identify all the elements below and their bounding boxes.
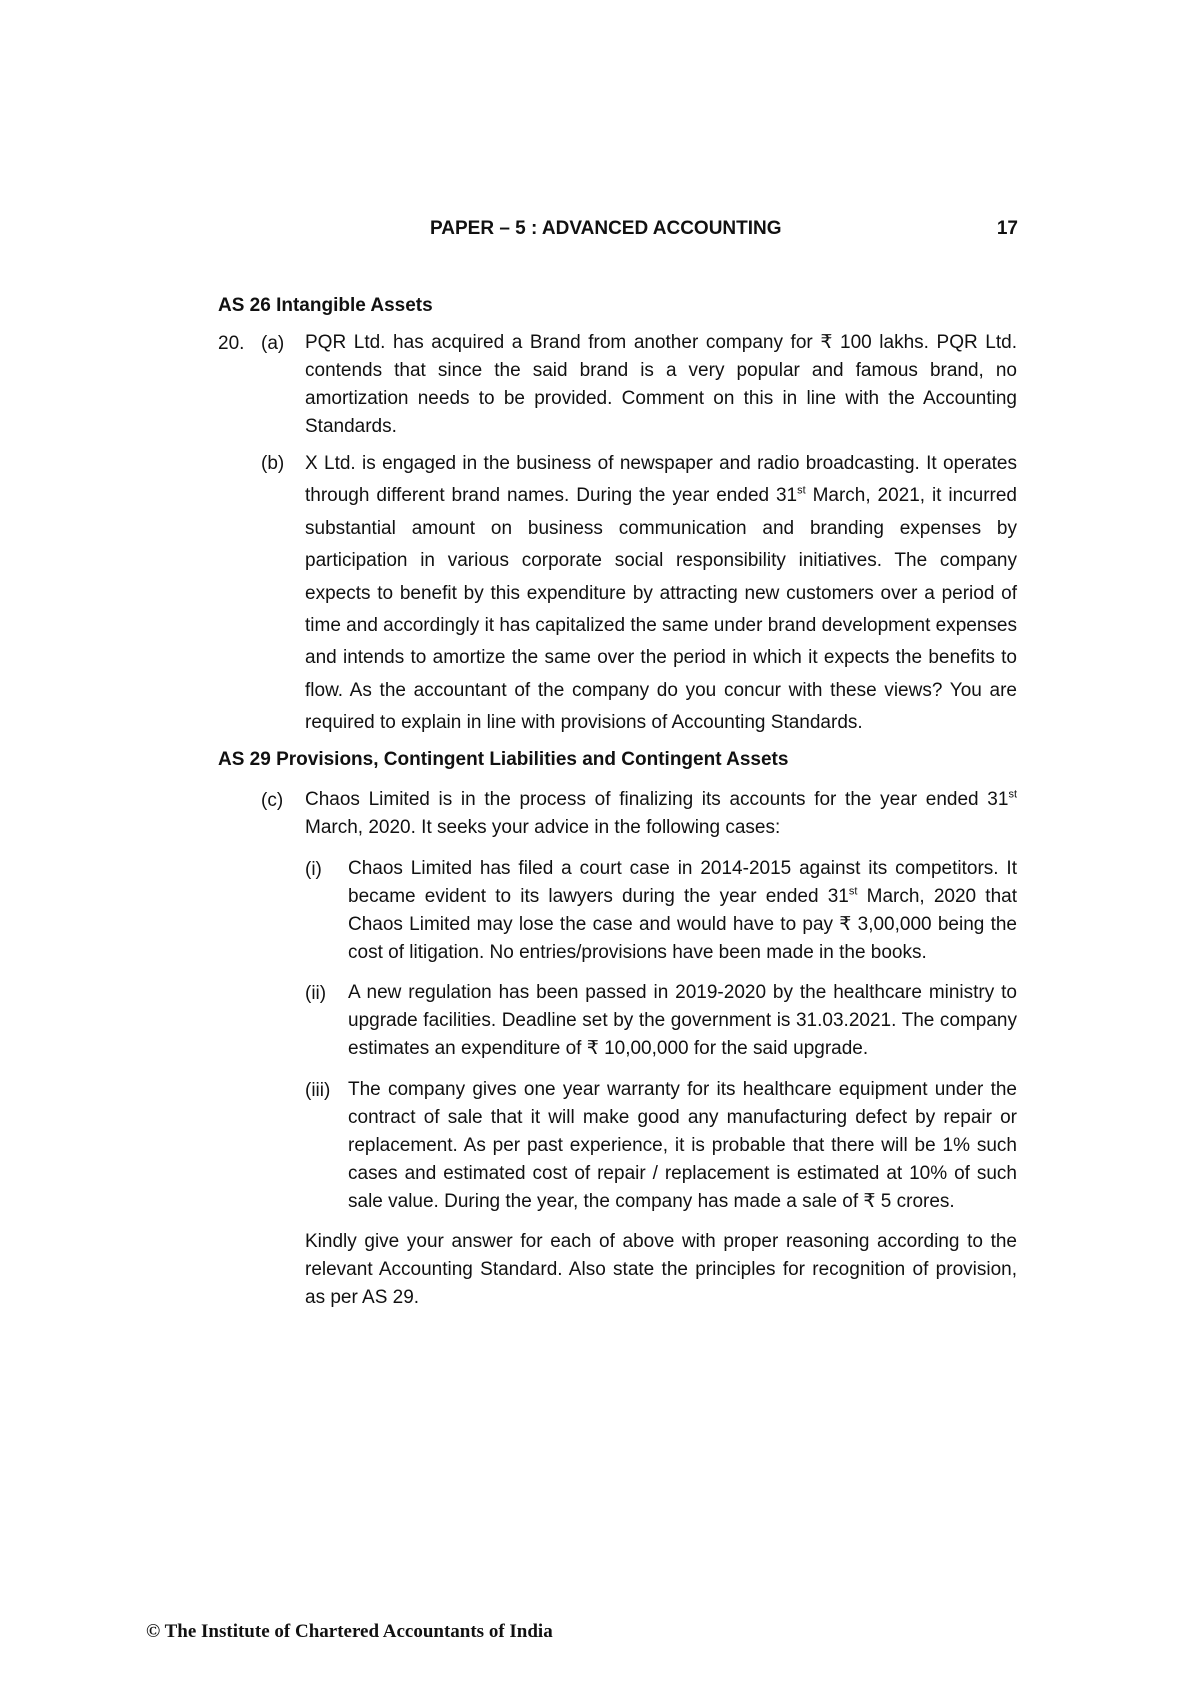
part-a-text: PQR Ltd. has acquired a Brand from another company for ₹ 100 lakhs. PQR Ltd. contends that since the said brand is a very popular and famous brand, no amortization needs to be provided. Comment on this in line with the Accounting Standards.: [305, 332, 1017, 437]
superscript: st: [848, 885, 858, 898]
paper-title: PAPER – 5 : ADVANCED ACCOUNTING: [430, 218, 782, 239]
case-i-text: [348, 855, 1017, 967]
case-i-text-2: March, 2020 that Chaos Limited may lose the case and would have to pay ₹ 3,00,000 being the cost of litigation. No entries/provisions have been made in the books.: [348, 886, 1017, 963]
case-iii-label: (iii): [305, 1080, 331, 1101]
part-a-label: (a): [261, 333, 285, 354]
part-b-text: [305, 448, 1017, 740]
question-number: 20.: [218, 333, 245, 354]
section-heading-as29: AS 29 Provisions, Contingent Liabilities and Contingent Assets: [218, 749, 789, 770]
closing-instructions: Kindly give your answer for each of above with proper reasoning according to the relevant Accounting Standard. Also state the principles for recognition of provision, as per AS 29.: [305, 1231, 1017, 1308]
part-c-label: (c): [261, 790, 284, 811]
part-b-text-2: March, 2021, it incurred substantial amount on business communication and branding expenses by participation in various corporate social responsibility initiatives. The company expects to benefit by this expenditure by attracting new customers over a period of time and accordingly it has capitalized the same under brand development expenses and intends to amortize the same over the period in which it expects the benefits to flow. As the accountant of the company do you concur with these views? You are required to explain in line with provisions of Accounting Standards.: [305, 485, 1017, 734]
page-number: 17: [996, 218, 1018, 239]
superscript: st: [1008, 788, 1017, 801]
case-i-label: (i): [305, 859, 322, 880]
case-i-text-1: Chaos Limited has filed a court case in 2014-2015 against its competitors. It became evident to its lawyers during the year ended 31: [348, 858, 1017, 907]
case-iii-text: The company gives one year warranty for its healthcare equipment under the contract of sale that it will make good any manufacturing defect by repair or replacement. As per past experience, it is probable that there will be 1% such cases and estimated cost of repair / replacement is estimated at 10% of such sale value. During the year, the company has made a sale of ₹ 5 crores.: [348, 1079, 1017, 1212]
part-b-label: (b): [261, 453, 285, 474]
case-ii-label: (ii): [305, 983, 327, 1004]
section-heading-as26: AS 26 Intangible Assets: [218, 295, 433, 316]
superscript: st: [797, 485, 806, 498]
case-ii-text: A new regulation has been passed in 2019-2020 by the healthcare ministry to upgrade facilities. Deadline set by the government is 31.03.2021. The company estimates an expenditure of ₹ 10,00,000 for the said upgrade.: [348, 982, 1017, 1059]
copyright-footer: © The Institute of Chartered Accountants of India: [146, 1621, 553, 1642]
part-c-intro: [305, 786, 1017, 842]
part-c-intro-2: March, 2020. It seeks your advice in the following cases:: [305, 817, 781, 838]
part-c-intro-1: Chaos Limited is in the process of finalizing its accounts for the year ended 31: [305, 789, 1009, 810]
part-b-text-1: X Ltd. is engaged in the business of newspaper and radio broadcasting. It operates through different brand names. During the year ended 31: [305, 453, 1017, 507]
